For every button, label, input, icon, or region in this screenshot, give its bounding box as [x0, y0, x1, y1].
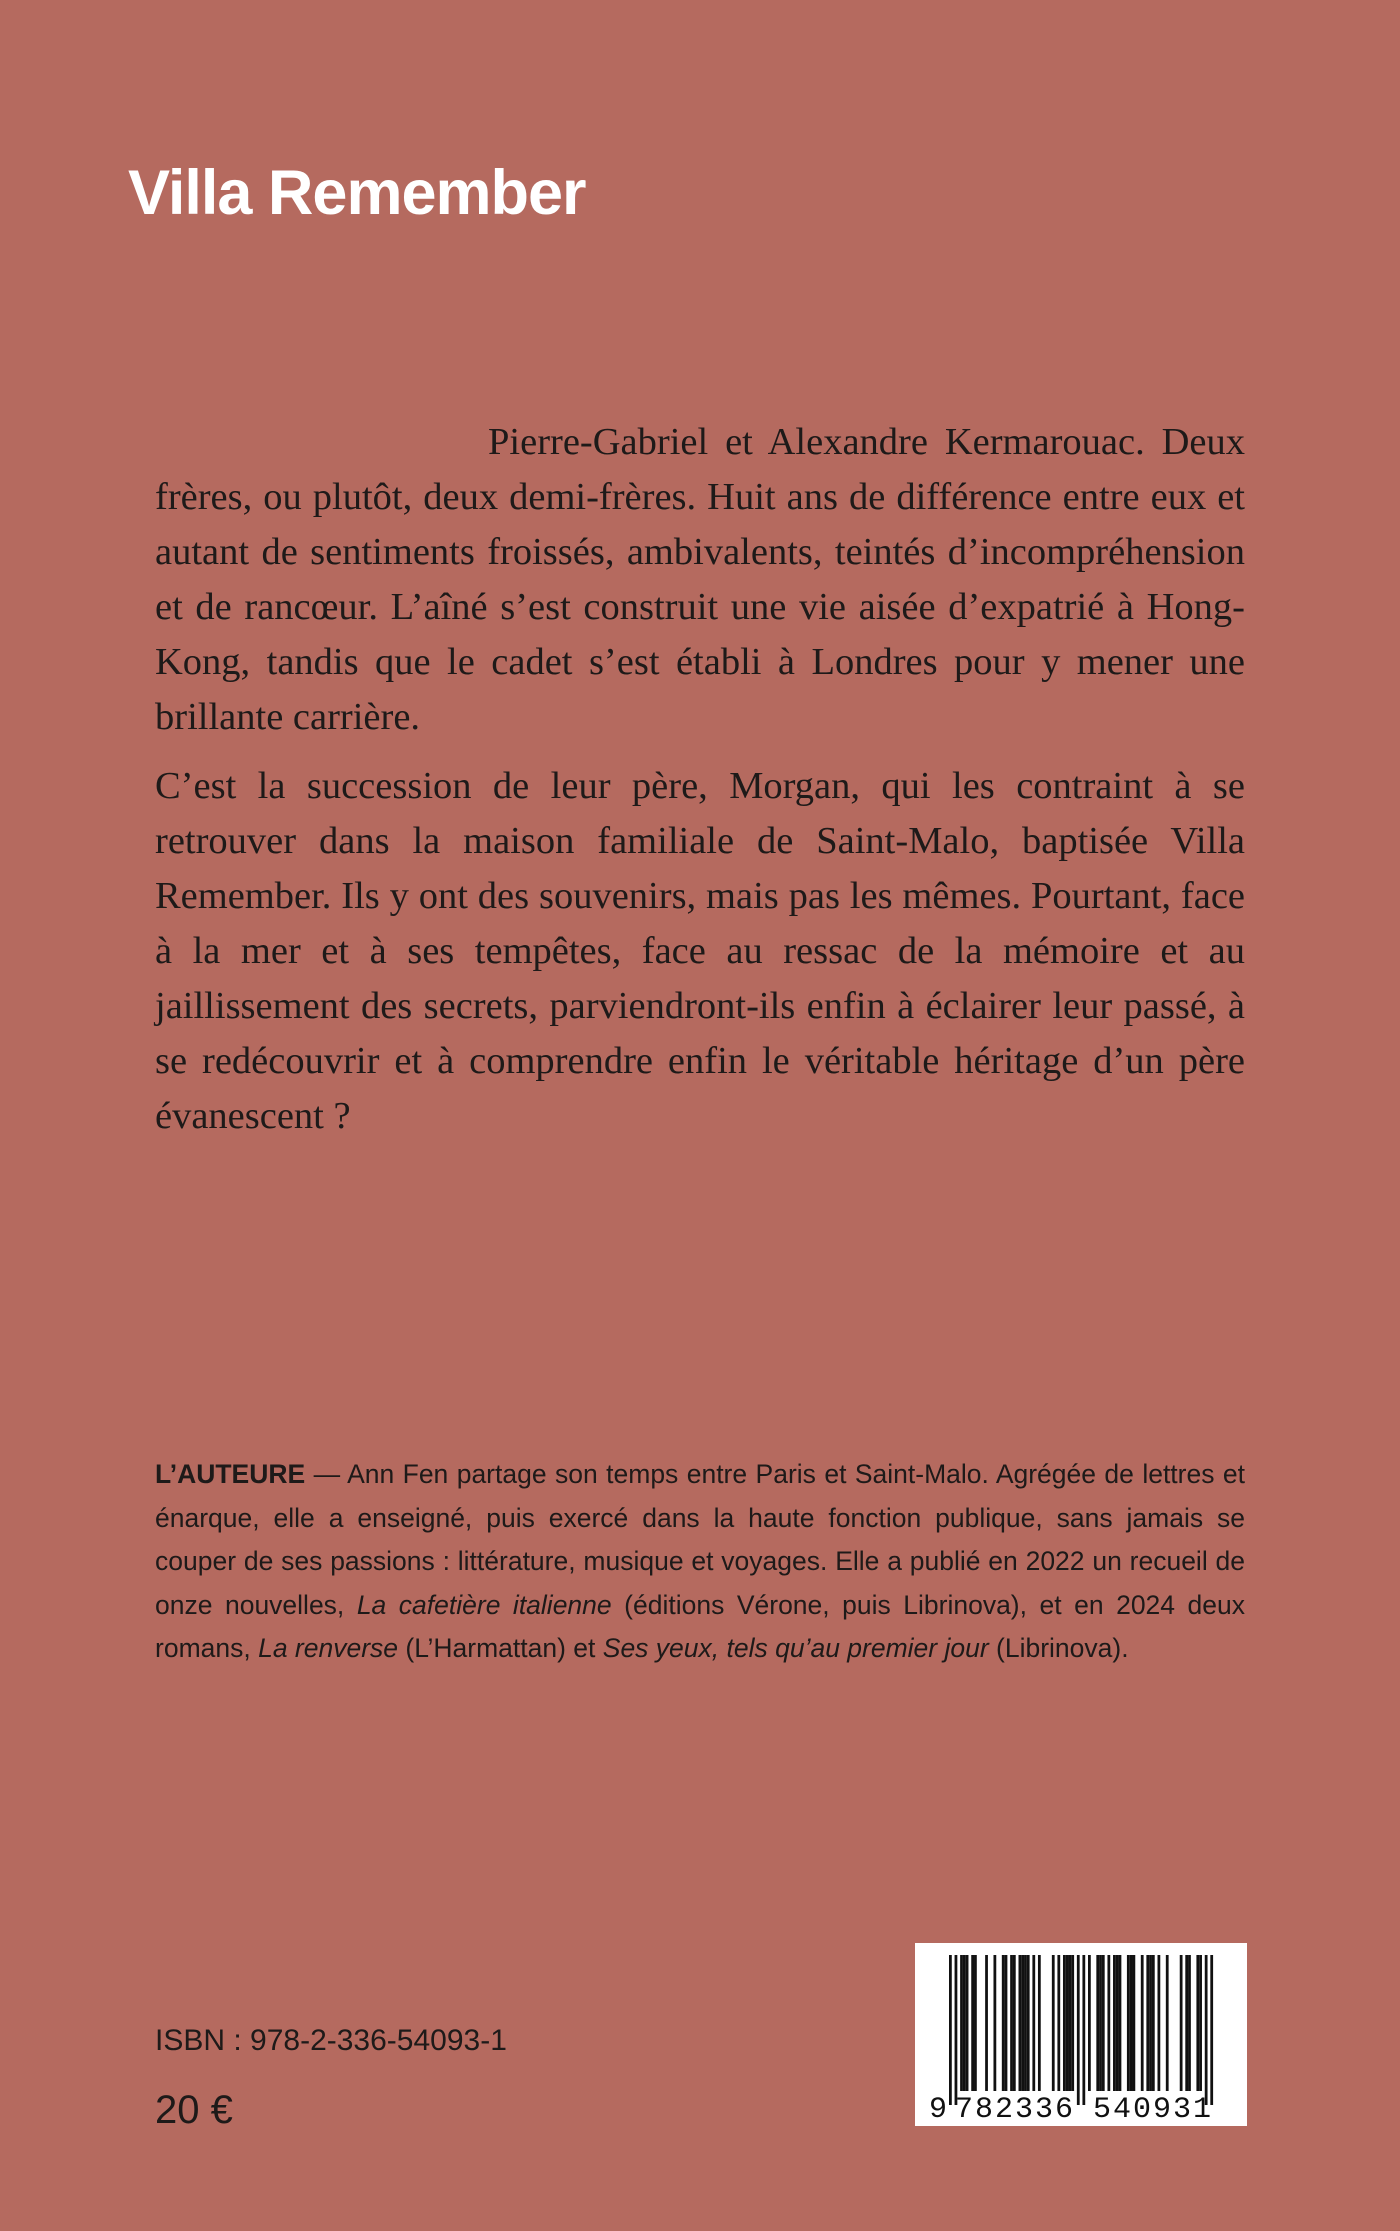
- barcode-bar: [1099, 1955, 1102, 2091]
- barcode-bar: [993, 1955, 996, 2091]
- barcode-bars: [949, 1955, 1213, 2105]
- book-title-1: La cafetière italienne: [356, 1589, 612, 1620]
- barcode-bar: [1180, 1955, 1183, 2091]
- barcode-bar: [1013, 1955, 1016, 2091]
- barcode-bar: [1027, 1955, 1030, 2091]
- barcode-digit-lead: 9: [929, 2093, 948, 2126]
- barcode-bar: [1005, 1955, 1008, 2091]
- book-title-2: La renverse: [258, 1633, 399, 1663]
- barcode-bar: [1210, 1955, 1213, 2105]
- barcode-graphic: [915, 1943, 1247, 2126]
- barcode-bar: [1057, 1955, 1060, 2091]
- barcode-bar: [1199, 1955, 1202, 2091]
- author-bio-text-1: Ann Fen partage son temps entre Paris et Saint-Malo. Agrégée de lettres et énarque, elle a enseigné, puis exercé dans la haute fonction publique, sans jamais se couper de ses passions : littérature, musique et voyages. Elle a publié en 2022 un recueil de onze nouvelles,: [155, 1459, 1245, 1620]
- barcode-digits-right: 540931: [1093, 2093, 1211, 2126]
- barcode-bar: [1158, 1955, 1161, 2091]
- barcode-bar: [1102, 1955, 1105, 2091]
- author-bio-text-3: (L’Harmattan) et: [398, 1633, 603, 1663]
- author-bio: [155, 1453, 1245, 1671]
- isbn: ISBN : 978-2-336-54093-1: [155, 2024, 507, 2057]
- barcode-bar: [1032, 1955, 1035, 2091]
- barcode-bar: [1149, 1955, 1152, 2091]
- barcode-bar: [1127, 1955, 1130, 2091]
- barcode-bar: [1166, 1955, 1169, 2091]
- barcode-bar: [974, 1955, 977, 2091]
- barcode-bar: [1088, 1955, 1091, 2091]
- barcode-bar: [1021, 1955, 1024, 2091]
- barcode-digits-left: 782336: [955, 2093, 1073, 2126]
- barcode-bar: [1130, 1955, 1133, 2091]
- barcode-bar: [1063, 1955, 1066, 2091]
- barcode-bar: [1116, 1955, 1119, 2091]
- barcode-bar: [985, 1955, 988, 2091]
- book-summary: [155, 415, 1245, 1144]
- barcode-bar: [949, 1955, 952, 2105]
- barcode-bar: [1185, 1955, 1188, 2091]
- book-title-3: Ses yeux, tels qu’au premier jour: [602, 1633, 989, 1663]
- author-bio-text-4: (Librinova).: [988, 1633, 1129, 1663]
- barcode-bar: [1146, 1955, 1149, 2091]
- barcode-bar: [1038, 1955, 1041, 2091]
- barcode-bar: [1002, 1955, 1005, 2091]
- barcode-bar: [1019, 1955, 1022, 2091]
- barcode-bar: [1205, 1955, 1208, 2105]
- barcode-bar: [1010, 1955, 1013, 2091]
- barcode-bar: [1069, 1955, 1072, 2091]
- barcode-bar: [1132, 1955, 1135, 2091]
- barcode-bar: [1024, 1955, 1027, 2091]
- book-title: Villa Remember: [128, 158, 586, 228]
- barcode-bar: [960, 1955, 963, 2091]
- summary-paragraph-2: C’est la succession de leur père, Morgan, qui les contraint à se retrouver dans la maison familiale de Saint-Malo, baptisée Villa Remember. Ils y ont des souvenirs, mais pas les mêmes. Pourtant, face à la mer et à ses tempêtes, face au ressac de la mémoire et au jaillissement des secrets, parviendront-ils enfin à éclairer leur passé, à se redécouvrir et à comprendre enfin le véritable héritage d’un père évanescent ?: [155, 765, 1245, 1137]
- barcode-bar: [1107, 1955, 1110, 2091]
- barcode: [915, 1943, 1247, 2126]
- barcode-bar: [1141, 1955, 1144, 2091]
- barcode-bar: [1066, 1955, 1069, 2091]
- author-separator: —: [305, 1459, 348, 1489]
- summary-paragraph-1: Pierre-Gabriel et Alexandre Kermarouac. Deux frères, ou plutôt, deux demi-frères. Huit ans de différence entre eux et autant de sentiments froissés, ambivalents, teintés d’incompréhension et de rancœur. L’aîné s’est construit une vie aisée d’expatrié à Hong-Kong, tandis que le cadet s’est établi à Londres pour y mener une brillante carrière.: [155, 421, 1245, 738]
- barcode-bar: [1052, 1955, 1055, 2091]
- barcode-bar: [1113, 1955, 1116, 2091]
- barcode-bar: [966, 1955, 969, 2091]
- barcode-bar: [1082, 1955, 1085, 2105]
- barcode-bar: [1196, 1955, 1199, 2091]
- barcode-bar: [1119, 1955, 1122, 2091]
- barcode-bar: [971, 1955, 974, 2091]
- barcode-bar: [963, 1955, 966, 2091]
- barcode-bar: [1077, 1955, 1080, 2105]
- barcode-bar: [1071, 1955, 1074, 2091]
- barcode-bar: [1096, 1955, 1099, 2091]
- barcode-bar: [1188, 1955, 1191, 2091]
- barcode-bar: [955, 1955, 958, 2105]
- author-label: L’AUTEURE: [155, 1459, 306, 1489]
- author-bio-text-2: (éditions Vérone, puis Librinova), et en 2024 deux romans,: [155, 1589, 1245, 1663]
- barcode-bar: [1152, 1955, 1155, 2091]
- price: 20 €: [155, 2088, 233, 2132]
